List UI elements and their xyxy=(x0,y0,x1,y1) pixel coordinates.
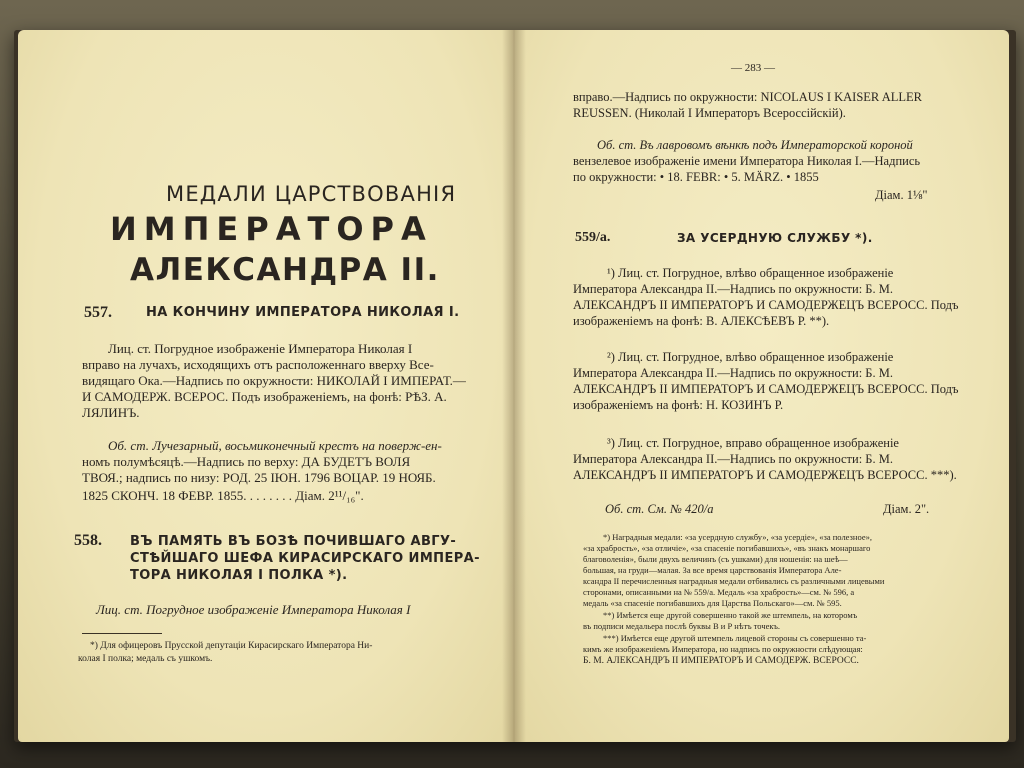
obverse-557-line-3: видящаго Ока.—Надпись по окружности: НИКОЛАЙ I ИМПЕРАТ.— xyxy=(82,373,466,388)
item-number-557: 557. xyxy=(84,304,112,321)
item-heading-558-line-3: ТОРА НИКОЛАЯ I ПОЛКА *). xyxy=(130,568,348,583)
reverse-557-line-3: ТВОЯ.; надпись по низу: РОД. 25 ІЮН. 1796 ВОЦАР. 19 НОЯБ. xyxy=(82,470,436,485)
item-number-558: 558. xyxy=(74,532,102,549)
reverse-557-line-4: 1825 СКОНЧ. 18 ФЕВР. 1855. . . . . . . . Діам. 2¹¹/₁₆". xyxy=(82,488,364,503)
footnote-r-line-12: Б. М. АЛЕКСАНДРЪ II ИМПЕРАТОРЪ И САМОДЕРЖ. ВСЕРОСС. xyxy=(583,656,859,666)
variant-2-line-3: АЛЕКСАНДРЪ II ИМПЕРАТОРЪ И САМОДЕРЖЕЦЪ ВСЕРОСС. Подъ xyxy=(573,382,959,396)
continuation-line-1: вправо.—Надпись по окружности: NICOLAUS I KAISER ALLER xyxy=(573,90,922,104)
variant-1-line-1: ¹) Лиц. ст. Погрудное, влѣво обращенное изображеніе xyxy=(607,266,894,280)
reverse-557-line-2: номъ полумѣсяцѣ.—Надпись по верху: ДА БУДЕТЪ ВОЛЯ xyxy=(82,454,411,469)
footnote-r-line-2: «за храбрость», «за отличіе», «за спасеніе погибавшихъ», «въ знакъ монаршаго xyxy=(583,543,871,553)
variant-3-line-1: ³) Лиц. ст. Погрудное, вправо обращенное изображеніе xyxy=(607,436,899,450)
footnote-r-line-3: благоволенія», были двухъ величинъ (съ ушками) для ношенія: на шеѣ— xyxy=(583,554,848,564)
open-book xyxy=(14,30,1016,742)
obverse-557-line-5: ЛЯЛИНЪ. xyxy=(82,405,140,420)
book-gutter xyxy=(502,30,526,742)
footnote-rule xyxy=(82,633,162,634)
reverse-line-1: Об. ст. Въ лавровомъ вѣнкѣ подъ Императорской короной xyxy=(597,138,913,152)
footnote-r-line-6: сторонами, описанными на № 559/а. Медаль «за храбрость»—см. № 596, а xyxy=(583,587,855,597)
variant-2-line-2: Императора Александра II.—Надпись по окружности: Б. М. xyxy=(573,366,893,380)
diameter-label: Діам. 1⅛" xyxy=(875,188,928,202)
footnote-line-2: колая I полка; медаль съ ушкомъ. xyxy=(78,654,213,664)
variant-3-line-3: АЛЕКСАНДРЪ II ИМПЕРАТОРЪ И САМОДЕРЖЕЦЪ ВСЕРОСС. ***). xyxy=(573,468,957,482)
variant-2-line-4: изображеніемъ на фонѣ: Н. КОЗИНЪ Р. xyxy=(573,398,784,412)
footnote-r-line-10: ***) Имѣется еще другой штемпель лицевой стороны съ совершенно та- xyxy=(603,633,867,643)
variant-1-line-3: АЛЕКСАНДРЪ II ИМПЕРАТОРЪ И САМОДЕРЖЕЦЪ ВСЕРОСС. Подъ xyxy=(573,298,959,312)
title-line-3: АЛЕКСАНДРА II. xyxy=(130,252,440,288)
footnote-line-1: *) Для офицеровъ Прусской депутаціи Кирасирскаго Императора Ни- xyxy=(90,641,373,651)
continuation-line-2: REUSSEN. (Николай I Императоръ Всероссійскій). xyxy=(573,106,846,120)
footnote-r-line-7: медаль «за спасеніе погибавшихъ для Царства Польскаго»—см. № 595. xyxy=(583,598,842,608)
variant-1-line-2: Императора Александра II.—Надпись по окружности: Б. М. xyxy=(573,282,893,296)
item-heading-558-line-1: ВЪ ПАМЯТЬ ВЪ БОЗѢ ПОЧИВШАГО АВГУ- xyxy=(130,534,457,549)
obverse-557-line-4: И САМОДЕРЖ. ВСЕРОС. Подъ изображеніемъ, на фонѣ: РѢЗ. А. xyxy=(82,389,447,404)
item-heading-558-line-2: СТѢЙШАГО ШЕФА КИРАСИРСКАГО ИМПЕРА- xyxy=(130,551,480,566)
variant-1-line-4: изображеніемъ на фонѣ: В. АЛЕКСѢЕВЪ Р. **). xyxy=(573,314,830,328)
page-number: — 283 — xyxy=(731,62,775,74)
reverse-line-2: вензелевое изображеніе имени Императора Николая I.—Надпись xyxy=(573,154,921,168)
footnote-r-line-11: кимъ же изображеніемъ Императора, но надпись по окружности слѣдующая: xyxy=(583,644,863,654)
obverse-558: Лиц. ст. Погрудное изображеніе Императора Николая I xyxy=(96,602,411,617)
footnote-r-line-8: **) Имѣется еще другой совершенно такой же штемпель, на которомъ xyxy=(603,610,858,620)
footnote-r-line-5: ксандра II перечисленныя наградныя медали отбивались съ различными лицевыми xyxy=(583,576,885,586)
reverse-559a: Об. ст. См. № 420/а xyxy=(605,502,714,516)
footnote-r-line-9: въ подписи медальера послѣ буквы В и Р нѣтъ точекъ. xyxy=(583,621,781,631)
title-line-1: МЕДАЛИ ЦАРСТВОВАНІЯ xyxy=(166,182,457,206)
item-number-559a: 559/а. xyxy=(575,230,611,245)
right-page xyxy=(513,30,1009,742)
diameter-559a: Діам. 2". xyxy=(883,502,930,516)
item-heading-557: НА КОНЧИНУ ИМПЕРАТОРА НИКОЛАЯ I. xyxy=(146,305,460,320)
item-heading-559a: ЗА УСЕРДНУЮ СЛУЖБУ *). xyxy=(677,231,873,245)
reverse-line-3: по окружности: • 18. FEBR: • 5. MÄRZ. • 1855 xyxy=(573,170,819,184)
variant-3-line-2: Императора Александра II.—Надпись по окружности: Б. М. xyxy=(573,452,893,466)
reverse-557-line-1: Об. ст. Лучезарный, восьмиконечный крестъ на поверж-ен- xyxy=(108,438,442,453)
title-line-2: ИМПЕРАТОРА xyxy=(110,210,433,248)
variant-2-line-1: ²) Лиц. ст. Погрудное, влѣво обращенное изображеніе xyxy=(607,350,894,364)
obverse-557-line-2: вправо на лучахъ, исходящихъ отъ расположеннаго вверху Все- xyxy=(82,357,434,372)
left-page xyxy=(18,30,513,742)
footnote-r-line-1: *) Наградныя медали: «за усердную службу», «за усердіе», «за полезное», xyxy=(603,532,872,542)
footnote-r-line-4: большая, на груди—малая. За все время царствованія Императора Але- xyxy=(583,565,842,575)
obverse-557-line-1: Лиц. ст. Погрудное изображеніе Императора Николая I xyxy=(108,341,413,356)
